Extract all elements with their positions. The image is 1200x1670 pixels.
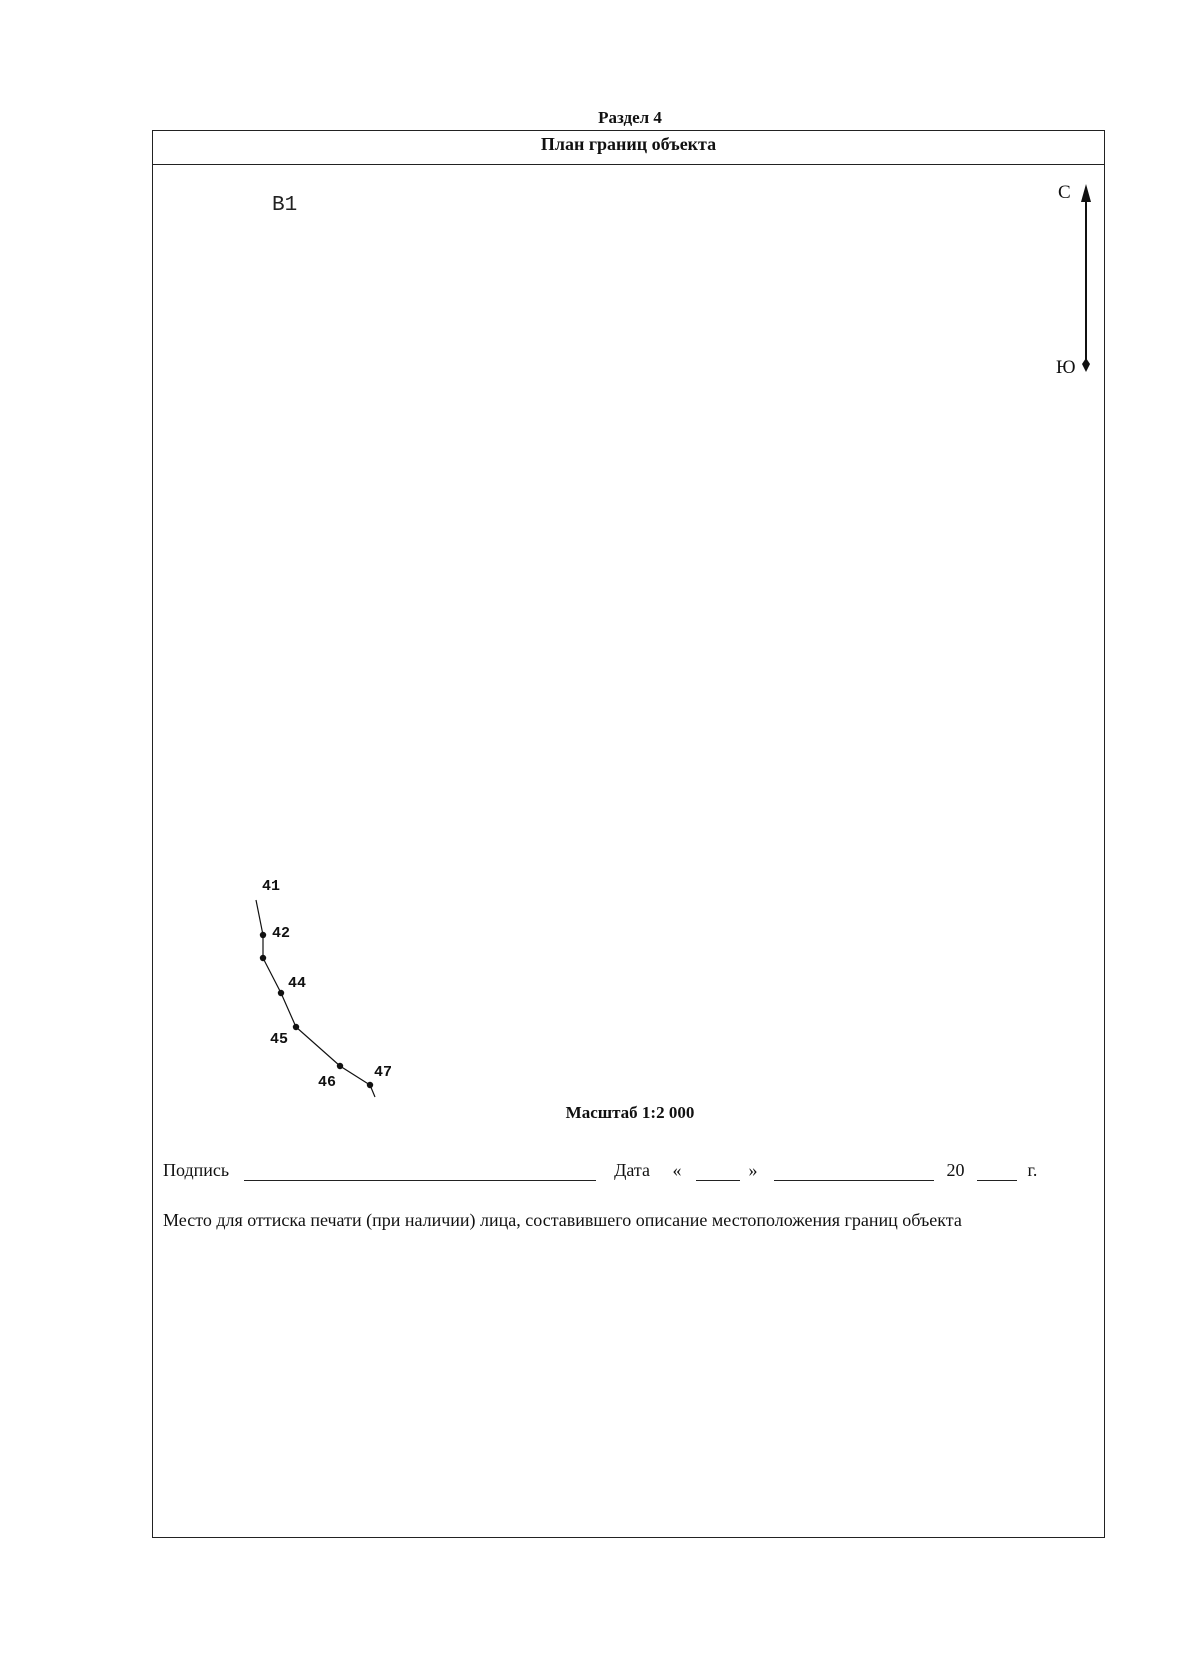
vertex-44 xyxy=(278,990,284,996)
point-label: 42 xyxy=(272,925,291,942)
plan-title: План границ объекта xyxy=(153,131,1104,165)
point-label: 47 xyxy=(374,1064,393,1081)
section-title: Раздел 4 xyxy=(598,108,662,127)
quote-close: » xyxy=(748,1160,758,1180)
date-label: Дата xyxy=(614,1160,650,1180)
year-prefix: 20 xyxy=(946,1160,965,1180)
quote-open: « xyxy=(672,1160,682,1180)
vertex-45 xyxy=(293,1024,299,1030)
vertex-42 xyxy=(260,932,266,938)
vertex-46 xyxy=(337,1063,343,1069)
point-label: 45 xyxy=(270,1031,289,1048)
year-suffix: г. xyxy=(1027,1160,1038,1180)
point-label: 46 xyxy=(318,1074,337,1091)
day-field[interactable] xyxy=(696,1160,740,1181)
year-field[interactable] xyxy=(977,1160,1017,1181)
north-arrow-icon xyxy=(1081,184,1091,372)
point-label: 44 xyxy=(288,975,307,992)
vertex-43 xyxy=(260,955,266,961)
sheet-label: В1 xyxy=(272,194,298,217)
boundary-vertices xyxy=(260,932,373,1088)
scale-label: Масштаб 1:2 000 xyxy=(565,1103,695,1122)
north-label: С xyxy=(1058,182,1071,203)
month-field[interactable] xyxy=(774,1160,934,1181)
signature-row xyxy=(163,1160,1037,1181)
vertex-47 xyxy=(367,1082,373,1088)
south-label: Ю xyxy=(1056,357,1076,378)
stamp-note: Место для оттиска печати (при наличии) лица, составившего описание местоположения границ объекта xyxy=(163,1210,962,1230)
signature-field[interactable] xyxy=(244,1160,596,1181)
point-label: 41 xyxy=(262,878,281,895)
signature-label: Подпись xyxy=(163,1160,230,1180)
